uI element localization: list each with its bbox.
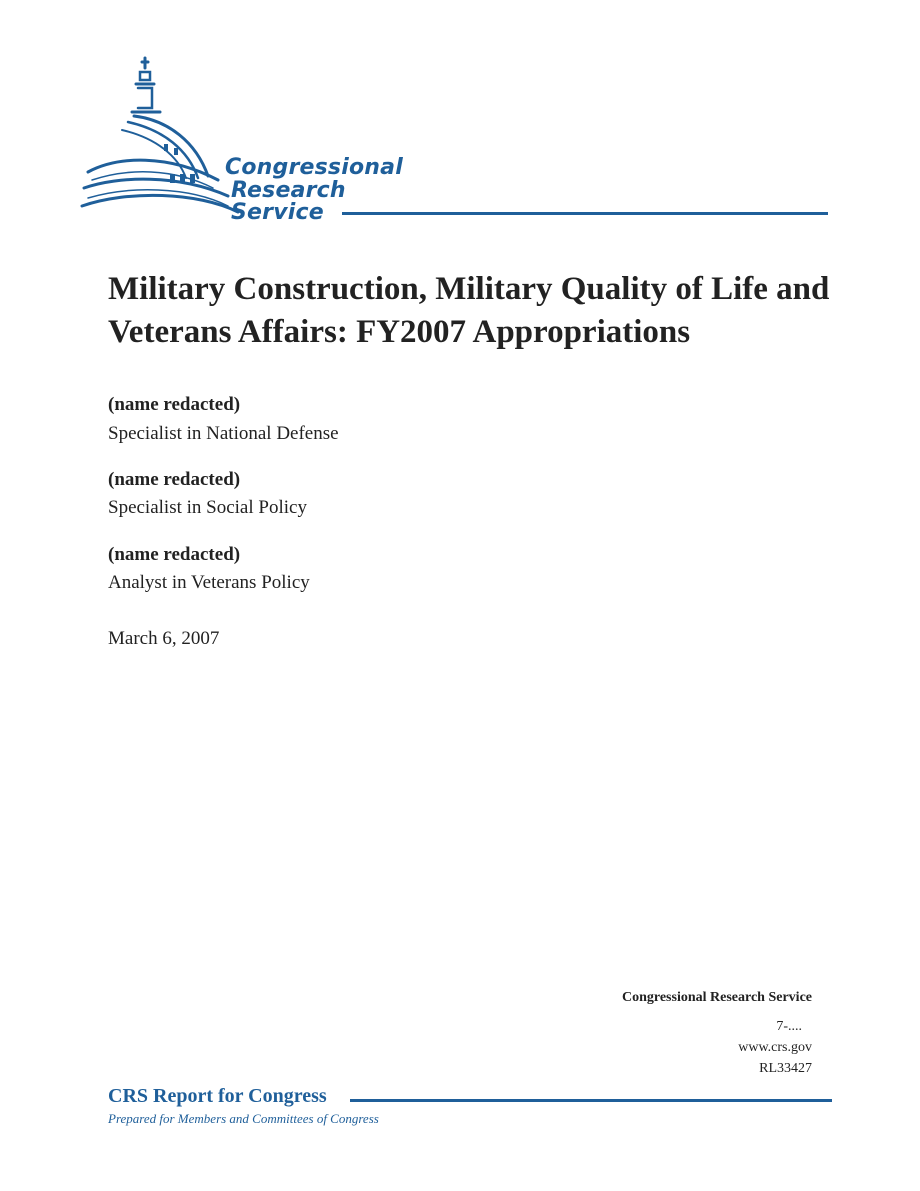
footer-subtitle: Prepared for Members and Committees of Congress (108, 1111, 379, 1126)
logo-text-line3: Service (231, 200, 324, 225)
website-link[interactable]: www.crs.gov (738, 1040, 812, 1055)
crs-logo (78, 50, 838, 230)
publisher-name: Congressional Research Service (621, 990, 812, 1005)
report-number: RL33427 (759, 1061, 812, 1076)
report-date: March 6, 2007 (108, 628, 220, 649)
author-name: (name redacted) (108, 469, 241, 490)
logo-text-line2: Research (231, 178, 346, 203)
author-title: Specialist in National Defense (108, 423, 339, 444)
author-name: (name redacted) (108, 544, 241, 565)
logo-text-line1: Congressional (225, 155, 403, 180)
logo-divider (342, 212, 828, 215)
author-name: (name redacted) (108, 394, 241, 415)
report-code: 7-.... (776, 1019, 802, 1034)
author-title: Specialist in Social Policy (108, 497, 307, 518)
report-title: Military Construction, Military Quality of Life and Veterans Affairs: FY2007 Appropriations (108, 271, 830, 350)
footer-title: CRS Report for Congress (108, 1085, 330, 1108)
author-title: Analyst in Veterans Policy (108, 572, 310, 593)
footer-divider (350, 1099, 832, 1102)
